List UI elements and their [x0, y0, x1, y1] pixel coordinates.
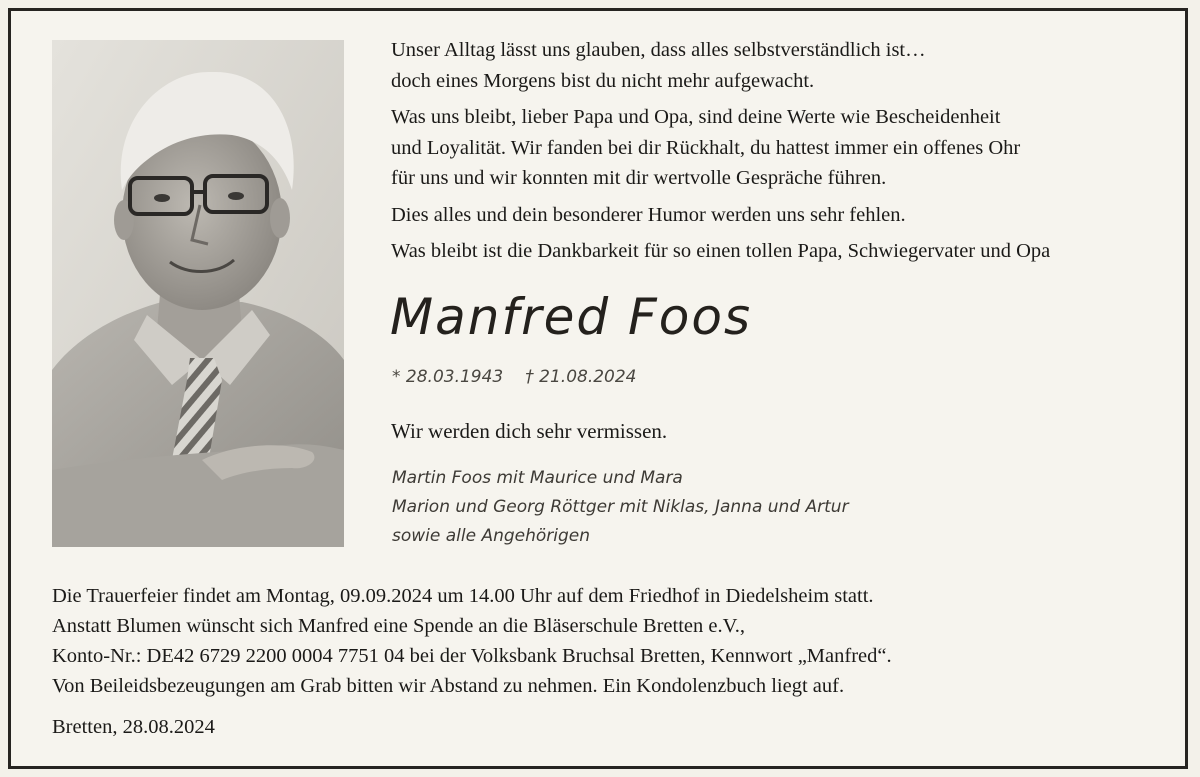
- funeral-notice: [52, 581, 1162, 701]
- poem-paragraph: [391, 35, 1161, 96]
- poem-paragraph: [391, 236, 1161, 267]
- poem-line: Was uns bleibt, lieber Papa und Opa, sind deine Werte wie Bescheidenheit: [391, 106, 1001, 128]
- poem-line: Was bleibt ist die Dankbarkeit für so einen tollen Papa, Schwiegervater und Opa: [391, 240, 1051, 262]
- notice-line: Konto-Nr.: DE42 6729 2200 0004 7751 04 bei der Volksbank Bruchsal Bretten, Kennwort „Manfred“.: [52, 645, 892, 667]
- portrait-photo: [52, 40, 344, 547]
- poem-paragraph: [391, 102, 1161, 194]
- place-date: Bretten, 28.08.2024: [52, 716, 215, 738]
- poem-line: Unser Alltag lässt uns glauben, dass alles selbstverständlich ist…: [391, 39, 926, 61]
- life-dates: [392, 367, 637, 387]
- poem-line: doch eines Morgens bist du nicht mehr aufgewacht.: [391, 69, 815, 92]
- poem-text: [391, 35, 1161, 273]
- mourner-line: sowie alle Angehörigen: [392, 526, 591, 546]
- poem-line: für uns und wir konnten mit dir wertvolle Gespräche führen.: [391, 167, 887, 189]
- mourner-line: Martin Foos mit Maurice und Mara: [392, 468, 683, 488]
- poem-paragraph: [391, 200, 1161, 231]
- poem-line: und Loyalität. Wir fanden bei dir Rückhalt, du hattest immer ein offenes Ohr: [391, 136, 1021, 159]
- death-date: † 21.08.2024: [525, 367, 637, 387]
- mourner-line: Marion und Georg Röttger mit Niklas, Janna und Artur: [392, 497, 849, 517]
- deceased-name: Manfred Foos: [390, 288, 753, 346]
- notice-line: Anstatt Blumen wünscht sich Manfred eine Spende an die Bläserschule Bretten e.V.,: [52, 615, 746, 637]
- notice-line: Von Beileidsbezeugungen am Grab bitten wir Abstand zu nehmen. Ein Kondolenzbuch liegt auf.: [52, 675, 845, 697]
- mourners-list: [392, 464, 849, 551]
- poem-line: Dies alles und dein besonderer Humor werden uns sehr fehlen.: [391, 203, 906, 226]
- birth-date: * 28.03.1943: [392, 367, 504, 387]
- notice-line: Die Trauerfeier findet am Montag, 09.09.2024 um 14.00 Uhr auf dem Friedhof in Diedelsheim statt.: [52, 585, 874, 607]
- farewell-line: Wir werden dich sehr vermissen.: [391, 419, 668, 443]
